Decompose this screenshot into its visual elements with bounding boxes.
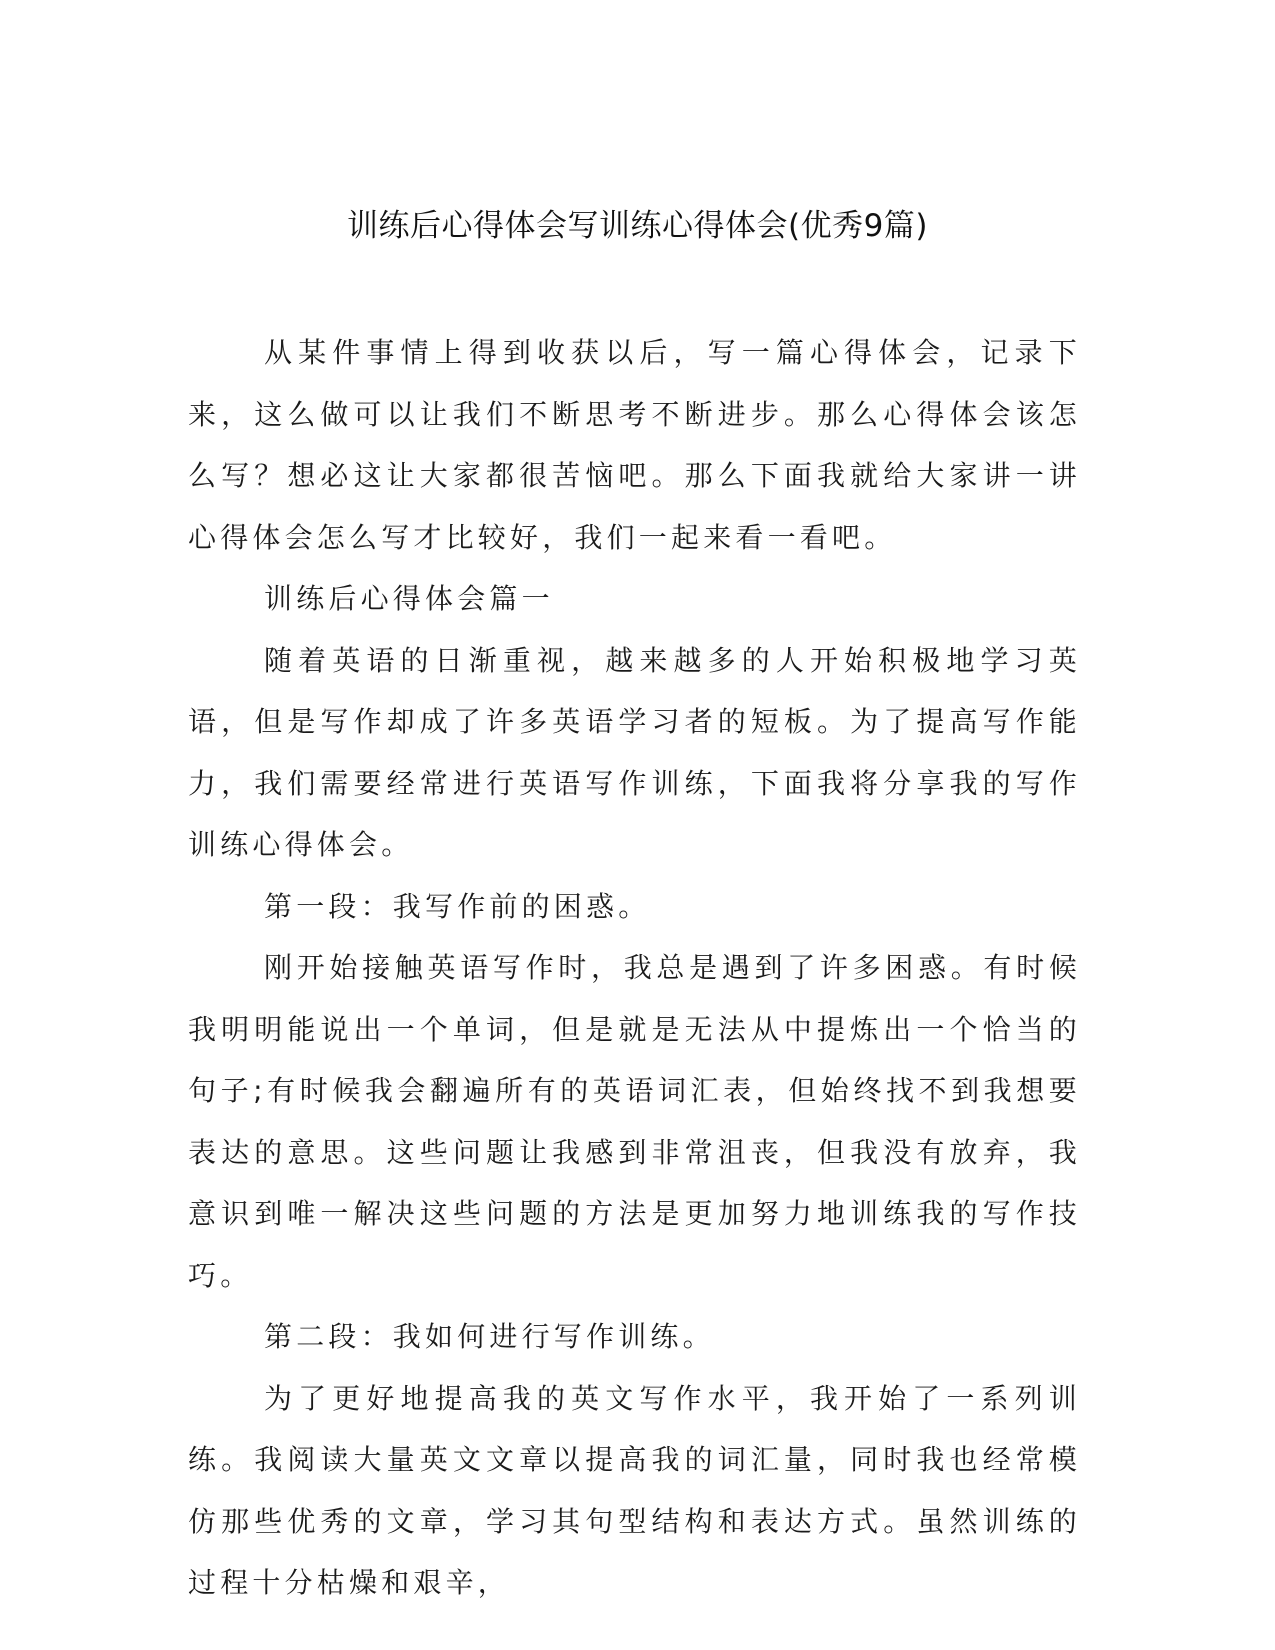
subheading-first-segment: 第一段：我写作前的困惑。 bbox=[264, 889, 651, 923]
subheading-second-segment: 第二段：我如何进行写作训练。 bbox=[264, 1320, 715, 1353]
document-body bbox=[188, 322, 1081, 1614]
paragraph-first-segment: 刚开始接触英语写作时，我总是遇到了许多困惑。有时候我明明能说出一个单词，但是就是无法从中提炼出一个恰当的句子;有时候我会翻遍所有的英语词汇表，但始终找不到我想要表达的意思。这些问题让我感到非常沮丧，但我没有放弃，我意识到唯一解决这些问题的方法是更加努力地训练我的写作技巧。 bbox=[188, 951, 1081, 1292]
paragraph-second-segment: 为了更好地提高我的英文写作水平，我开始了一系列训练。我阅读大量英文文章以提高我的词汇量，同时我也经常模仿那些优秀的文章，学习其句型结构和表达方式。虽然训练的过程十分枯燥和艰辛， bbox=[188, 1381, 1081, 1599]
document-title: 训练后心得体会写训练心得体会(优秀9篇) bbox=[347, 208, 928, 244]
paragraph-part-one-intro: 随着英语的日渐重视，越来越多的人开始积极地学习英语，但是写作却成了许多英语学习者的短板。为了提高写作能力，我们需要经常进行英语写作训练，下面我将分享我的写作训练心得体会。 bbox=[188, 643, 1081, 861]
paragraph-intro: 从某件事情上得到收获以后，写一篇心得体会，记录下来，这么做可以让我们不断思考不断进步。那么心得体会该怎么写？想必这让大家都很苦恼吧。那么下面我就给大家讲一讲心得体会怎么写才比较好，我们一起来看一看吧。 bbox=[188, 336, 1081, 554]
section-heading-part-one: 训练后心得体会篇一 bbox=[264, 582, 554, 615]
